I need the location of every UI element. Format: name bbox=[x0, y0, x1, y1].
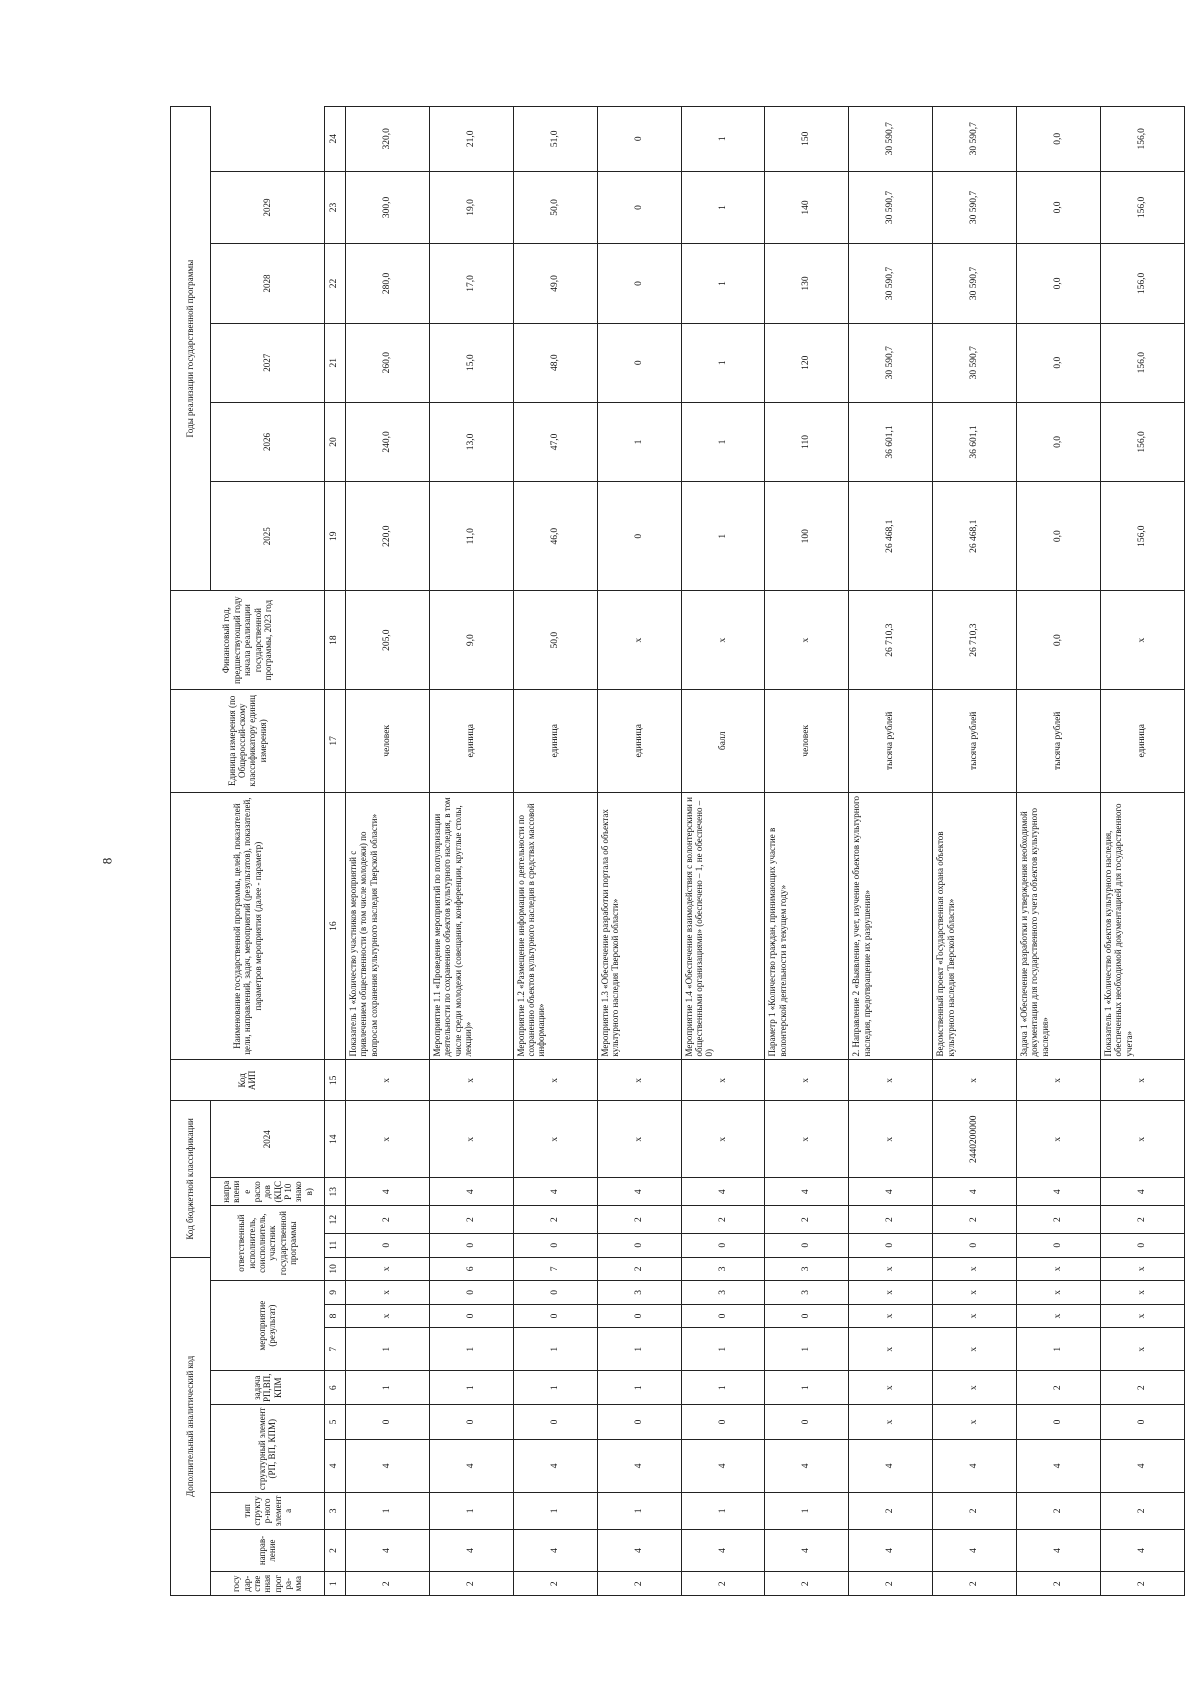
fin-year-cell: 9,0 bbox=[429, 591, 513, 690]
column-number: 2 bbox=[324, 1529, 345, 1572]
year-value-cell: 30 590,7 bbox=[849, 244, 933, 323]
code-cell: 4 bbox=[345, 1178, 429, 1206]
code-cell: 0 bbox=[1100, 1234, 1184, 1258]
year-value-cell: 1 bbox=[681, 171, 765, 244]
code-cell: 0 bbox=[765, 1234, 849, 1258]
header-structural-element: структурный элемент (РП, ВП, КПМ) bbox=[211, 1405, 325, 1493]
year-value-cell: 26 468,1 bbox=[849, 482, 933, 591]
year-value-cell: 30 590,7 bbox=[933, 323, 1017, 402]
code-cell: 4 bbox=[1017, 1439, 1101, 1493]
code-cell: 2 bbox=[1100, 1371, 1184, 1405]
column-number: 1 bbox=[324, 1572, 345, 1596]
code-cell: 2 bbox=[933, 1572, 1017, 1596]
kcsr-cell: х bbox=[1017, 1101, 1101, 1178]
code-cell: 0 bbox=[429, 1234, 513, 1258]
year-value-cell: 260,0 bbox=[345, 323, 429, 402]
code-cell: 2 bbox=[765, 1572, 849, 1596]
year-value-cell: 1 bbox=[681, 402, 765, 481]
page-number: 8 bbox=[99, 857, 115, 865]
code-cell: 1 bbox=[429, 1328, 513, 1371]
year-value-cell: 11,0 bbox=[429, 482, 513, 591]
code-cell: 4 bbox=[681, 1178, 765, 1206]
code-cell: 0 bbox=[345, 1405, 429, 1439]
code-cell: 3 bbox=[765, 1281, 849, 1305]
column-number: 11 bbox=[324, 1234, 345, 1258]
year-value-cell: 156,0 bbox=[1100, 323, 1184, 402]
code-cell: х bbox=[1017, 1281, 1101, 1305]
aip-cell: х bbox=[513, 1060, 597, 1101]
code-cell: 0 bbox=[597, 1304, 681, 1328]
year-value-cell: 19,0 bbox=[429, 171, 513, 244]
year-value-cell: 0 bbox=[597, 107, 681, 172]
header-group-analytic: Дополнительный аналитический код bbox=[171, 1257, 211, 1595]
header-year-2026: 2026 bbox=[211, 402, 325, 481]
unit-cell: тысяча рублей bbox=[933, 689, 1017, 792]
table-row bbox=[1017, 107, 1101, 1596]
column-number: 15 bbox=[324, 1060, 345, 1101]
code-cell: 4 bbox=[429, 1178, 513, 1206]
table-row bbox=[1100, 107, 1184, 1596]
code-cell: 7 bbox=[513, 1257, 597, 1281]
code-cell: 1 bbox=[345, 1493, 429, 1529]
fin-year-cell: х bbox=[1100, 591, 1184, 690]
code-cell: х bbox=[849, 1304, 933, 1328]
code-cell: 2 bbox=[849, 1572, 933, 1596]
header-expense-direction: направление расходов (КЦСР 10 знаков) bbox=[211, 1178, 325, 1206]
year-value-cell: 0 bbox=[597, 323, 681, 402]
column-number: 14 bbox=[324, 1101, 345, 1178]
code-cell: х bbox=[1100, 1304, 1184, 1328]
code-cell: 4 bbox=[849, 1178, 933, 1206]
header-year-2028: 2028 bbox=[211, 244, 325, 323]
code-cell: 1 bbox=[597, 1328, 681, 1371]
year-value-cell: 13,0 bbox=[429, 402, 513, 481]
year-value-cell: 120 bbox=[765, 323, 849, 402]
year-value-cell: 156,0 bbox=[1100, 107, 1184, 172]
table-row bbox=[933, 107, 1017, 1596]
code-cell: 0 bbox=[681, 1234, 765, 1258]
name-cell: Мероприятие 1.1 «Проведение мероприятий по популяризации деятельности по сохранению объектов культурного наследия, в том числе среди молодежи (совещания, конференции, круглые столы, лекции)» bbox=[429, 792, 513, 1060]
header-unit: Единица измерения (по Общероссий-скому классификатору единиц измерения) bbox=[171, 689, 325, 792]
code-cell: 0 bbox=[1100, 1405, 1184, 1439]
year-value-cell: 0 bbox=[597, 482, 681, 591]
header-year-2029: 2029 bbox=[211, 171, 325, 244]
year-value-cell: 0,0 bbox=[1017, 323, 1101, 402]
code-cell: 2 bbox=[1100, 1493, 1184, 1529]
code-cell: 4 bbox=[1100, 1178, 1184, 1206]
code-cell: 0 bbox=[681, 1405, 765, 1439]
code-cell: 4 bbox=[933, 1529, 1017, 1572]
code-cell: 0 bbox=[765, 1304, 849, 1328]
name-cell: Показатель 1 «Количество участников мероприятий с привлечением общественности (в том числе молодежи) по вопросам сохранения культурного наследия Тверской области» bbox=[345, 792, 429, 1060]
code-cell: 2 bbox=[681, 1572, 765, 1596]
year-value-cell: 156,0 bbox=[1100, 244, 1184, 323]
year-value-cell: 110 bbox=[765, 402, 849, 481]
year-value-cell: 1 bbox=[681, 244, 765, 323]
code-cell: х bbox=[345, 1281, 429, 1305]
code-cell: х bbox=[849, 1371, 933, 1405]
kcsr-cell: 2440200000 bbox=[933, 1101, 1017, 1178]
code-cell: 4 bbox=[429, 1529, 513, 1572]
code-cell: 2 bbox=[1017, 1371, 1101, 1405]
unit-cell: тысяча рублей bbox=[849, 689, 933, 792]
code-cell: х bbox=[1100, 1328, 1184, 1371]
year-value-cell: 156,0 bbox=[1100, 171, 1184, 244]
code-cell: 2 bbox=[933, 1206, 1017, 1234]
code-cell: 0 bbox=[429, 1304, 513, 1328]
year-value-cell: 30 590,7 bbox=[933, 107, 1017, 172]
fin-year-cell: 26 710,3 bbox=[933, 591, 1017, 690]
aip-cell: х bbox=[765, 1060, 849, 1101]
year-value-cell: 30 590,7 bbox=[849, 107, 933, 172]
column-number: 17 bbox=[324, 689, 345, 792]
unit-cell: единица bbox=[597, 689, 681, 792]
code-cell: 2 bbox=[429, 1572, 513, 1596]
code-cell: 2 bbox=[1100, 1206, 1184, 1234]
year-value-cell: 36 601,1 bbox=[849, 402, 933, 481]
year-value-cell: 1 bbox=[681, 482, 765, 591]
code-cell: 4 bbox=[597, 1178, 681, 1206]
code-cell: 4 bbox=[597, 1529, 681, 1572]
year-value-cell: 30 590,7 bbox=[933, 244, 1017, 323]
aip-cell: х bbox=[597, 1060, 681, 1101]
year-value-cell: 30 590,7 bbox=[933, 171, 1017, 244]
year-value-cell: 0,0 bbox=[1017, 244, 1101, 323]
year-value-cell: 0,0 bbox=[1017, 402, 1101, 481]
code-cell: 2 bbox=[849, 1493, 933, 1529]
column-number: 5 bbox=[324, 1405, 345, 1439]
fin-year-cell: х bbox=[597, 591, 681, 690]
aip-cell: х bbox=[1017, 1060, 1101, 1101]
name-cell: Задача 1 «Обеспечение разработки и утверждения необходимой документации для государственного учета объектов культурного наследия» bbox=[1017, 792, 1101, 1060]
column-number-row bbox=[324, 107, 345, 1596]
year-value-cell: 17,0 bbox=[429, 244, 513, 323]
fin-year-cell: 50,0 bbox=[513, 591, 597, 690]
column-number: 16 bbox=[324, 792, 345, 1060]
code-cell: 0 bbox=[429, 1281, 513, 1305]
code-cell: 0 bbox=[513, 1234, 597, 1258]
year-value-cell: 15,0 bbox=[429, 323, 513, 402]
code-cell: 1 bbox=[681, 1493, 765, 1529]
kcsr-cell: х bbox=[765, 1101, 849, 1178]
kcsr-cell: х bbox=[849, 1101, 933, 1178]
code-cell: 0 bbox=[681, 1304, 765, 1328]
year-value-cell: 220,0 bbox=[345, 482, 429, 591]
header-year-2025: 2025 bbox=[211, 482, 325, 591]
code-cell: 1 bbox=[345, 1328, 429, 1371]
code-cell: 0 bbox=[513, 1405, 597, 1439]
year-value-cell: 46,0 bbox=[513, 482, 597, 591]
unit-cell: единица bbox=[429, 689, 513, 792]
code-cell: 2 bbox=[345, 1572, 429, 1596]
code-cell: 2 bbox=[513, 1572, 597, 1596]
year-value-cell: 320,0 bbox=[345, 107, 429, 172]
aip-cell: х bbox=[1100, 1060, 1184, 1101]
name-cell: Показатель 1 «Количество объектов культурного наследия, обеспеченных необходимой документацией для государственного учета» bbox=[1100, 792, 1184, 1060]
unit-cell: балл bbox=[681, 689, 765, 792]
kcsr-cell: х bbox=[345, 1101, 429, 1178]
code-cell: 2 bbox=[849, 1206, 933, 1234]
code-cell: х bbox=[933, 1257, 1017, 1281]
year-value-cell: 1 bbox=[597, 402, 681, 481]
table-row bbox=[597, 107, 681, 1596]
year-value-cell: 0,0 bbox=[1017, 107, 1101, 172]
code-cell: х bbox=[849, 1257, 933, 1281]
code-cell: х bbox=[849, 1328, 933, 1371]
code-cell: 3 bbox=[765, 1257, 849, 1281]
code-cell: 2 bbox=[765, 1206, 849, 1234]
header-task: задача РП,ВП, КПМ bbox=[211, 1371, 325, 1405]
column-number: 9 bbox=[324, 1281, 345, 1305]
aip-cell: х bbox=[933, 1060, 1017, 1101]
header-group-budget: Код бюджетной классификации bbox=[171, 1101, 211, 1257]
code-cell: 4 bbox=[765, 1178, 849, 1206]
name-cell: Мероприятие 1.2 «Размещение информации о деятельности по сохранению объектов культурного наследия в средствах массовой информации» bbox=[513, 792, 597, 1060]
code-cell: 4 bbox=[597, 1439, 681, 1493]
header-element-type: тип структур-ного элемента bbox=[211, 1493, 325, 1529]
code-cell: 0 bbox=[765, 1405, 849, 1439]
header-executor: ответственный исполнитель, соисполнитель, участник государственной программы bbox=[211, 1206, 325, 1281]
code-cell: 0 bbox=[933, 1234, 1017, 1258]
code-cell: 2 bbox=[1100, 1572, 1184, 1596]
code-cell: 4 bbox=[1017, 1178, 1101, 1206]
table-row bbox=[681, 107, 765, 1596]
code-cell: х bbox=[1017, 1257, 1101, 1281]
code-cell: 1 bbox=[765, 1328, 849, 1371]
code-cell: 0 bbox=[429, 1405, 513, 1439]
code-cell: 4 bbox=[765, 1439, 849, 1493]
code-cell: 0 bbox=[849, 1234, 933, 1258]
code-cell: 2 bbox=[933, 1493, 1017, 1529]
year-value-cell: 240,0 bbox=[345, 402, 429, 481]
header-fin-year: Финансовый год, предшествующий году начала реализации государственной программы, 2023 год bbox=[171, 591, 325, 690]
code-cell: 0 bbox=[513, 1281, 597, 1305]
aip-cell: х bbox=[681, 1060, 765, 1101]
year-value-cell: 36 601,1 bbox=[933, 402, 1017, 481]
code-cell: х bbox=[933, 1371, 1017, 1405]
code-cell: 4 bbox=[513, 1178, 597, 1206]
year-value-cell: 150 bbox=[765, 107, 849, 172]
year-value-cell: 156,0 bbox=[1100, 482, 1184, 591]
name-cell: Мероприятие 1.3 «Обеспечение разработки портала об объектах культурного наследия Тверской области» bbox=[597, 792, 681, 1060]
year-value-cell: 300,0 bbox=[345, 171, 429, 244]
column-number: 18 bbox=[324, 591, 345, 690]
column-number: 10 bbox=[324, 1257, 345, 1281]
header-aip: Код АИП bbox=[171, 1060, 325, 1101]
year-value-cell: 0,0 bbox=[1017, 171, 1101, 244]
year-value-cell: 140 bbox=[765, 171, 849, 244]
name-cell: Ведомственный проект «Государственная охрана объектов культурного наследия Тверской области» bbox=[933, 792, 1017, 1060]
column-number: 13 bbox=[324, 1178, 345, 1206]
header-direction: направ-ление bbox=[211, 1529, 325, 1572]
column-number: 3 bbox=[324, 1493, 345, 1529]
kcsr-cell: х bbox=[429, 1101, 513, 1178]
year-value-cell: 1 bbox=[681, 323, 765, 402]
year-value-cell: 48,0 bbox=[513, 323, 597, 402]
code-cell: х bbox=[849, 1405, 933, 1439]
code-cell: 1 bbox=[597, 1371, 681, 1405]
code-cell: 4 bbox=[849, 1529, 933, 1572]
header-years-group: Годы реализации государственной программы bbox=[171, 107, 211, 591]
code-cell: 4 bbox=[429, 1439, 513, 1493]
code-cell: х bbox=[1100, 1281, 1184, 1305]
year-value-cell: 100 bbox=[765, 482, 849, 591]
code-cell: 2 bbox=[345, 1206, 429, 1234]
code-cell: х bbox=[933, 1304, 1017, 1328]
header-year-2024: 2024 bbox=[211, 1101, 325, 1178]
header-year-2027: 2027 bbox=[211, 323, 325, 402]
year-value-cell: 50,0 bbox=[513, 171, 597, 244]
rotated-page bbox=[170, 106, 1185, 1596]
code-cell: 4 bbox=[681, 1529, 765, 1572]
fin-year-cell: 0,0 bbox=[1017, 591, 1101, 690]
name-cell: Мероприятие 1.4 «Обеспечение взаимодействия с волонтерскими и общественными организациями» (обеспечено – 1, не обеспечено – 0) bbox=[681, 792, 765, 1060]
year-value-cell: 156,0 bbox=[1100, 402, 1184, 481]
fin-year-cell: х bbox=[681, 591, 765, 690]
table-row bbox=[513, 107, 597, 1596]
fin-year-cell: х bbox=[765, 591, 849, 690]
code-cell: 1 bbox=[513, 1493, 597, 1529]
code-cell: 4 bbox=[1017, 1529, 1101, 1572]
code-cell: 1 bbox=[681, 1328, 765, 1371]
code-cell: 3 bbox=[681, 1257, 765, 1281]
year-value-cell: 49,0 bbox=[513, 244, 597, 323]
code-cell: 4 bbox=[345, 1439, 429, 1493]
code-cell: х bbox=[849, 1281, 933, 1305]
unit-cell: единица bbox=[513, 689, 597, 792]
aip-cell: х bbox=[849, 1060, 933, 1101]
code-cell: 3 bbox=[681, 1281, 765, 1305]
kcsr-cell: х bbox=[597, 1101, 681, 1178]
column-number: 19 bbox=[324, 482, 345, 591]
column-number: 20 bbox=[324, 402, 345, 481]
fin-year-cell: 26 710,3 bbox=[849, 591, 933, 690]
code-cell: 2 bbox=[597, 1206, 681, 1234]
unit-cell: единица bbox=[1100, 689, 1184, 792]
code-cell: 1 bbox=[765, 1371, 849, 1405]
aip-cell: х bbox=[345, 1060, 429, 1101]
year-value-cell: 280,0 bbox=[345, 244, 429, 323]
code-cell: 0 bbox=[597, 1234, 681, 1258]
code-cell: 6 bbox=[429, 1257, 513, 1281]
code-cell: 1 bbox=[681, 1371, 765, 1405]
code-cell: 1 bbox=[345, 1371, 429, 1405]
year-value-cell: 47,0 bbox=[513, 402, 597, 481]
unit-cell: человек bbox=[765, 689, 849, 792]
program-table bbox=[170, 106, 1185, 1596]
code-cell: х bbox=[345, 1304, 429, 1328]
table-row bbox=[849, 107, 933, 1596]
column-number: 21 bbox=[324, 323, 345, 402]
code-cell: х bbox=[933, 1328, 1017, 1371]
code-cell: 4 bbox=[513, 1529, 597, 1572]
fin-year-cell: 205,0 bbox=[345, 591, 429, 690]
code-cell: 0 bbox=[597, 1405, 681, 1439]
year-value-cell: 26 468,1 bbox=[933, 482, 1017, 591]
name-cell: Параметр 1 «Количество граждан, принимающих участие в волонтерской деятельности в текущем году» bbox=[765, 792, 849, 1060]
year-value-cell: 51,0 bbox=[513, 107, 597, 172]
code-cell: 2 bbox=[429, 1206, 513, 1234]
code-cell: 4 bbox=[345, 1529, 429, 1572]
code-cell: 2 bbox=[1017, 1572, 1101, 1596]
column-number: 4 bbox=[324, 1439, 345, 1493]
year-value-cell: 0 bbox=[597, 244, 681, 323]
header-measure: мероприятие (результат) bbox=[211, 1281, 325, 1371]
code-cell: х bbox=[1100, 1257, 1184, 1281]
code-cell: 1 bbox=[513, 1371, 597, 1405]
code-cell: 4 bbox=[933, 1178, 1017, 1206]
code-cell: 4 bbox=[765, 1529, 849, 1572]
code-cell: 4 bbox=[681, 1439, 765, 1493]
column-number: 6 bbox=[324, 1371, 345, 1405]
year-value-cell: 130 bbox=[765, 244, 849, 323]
code-cell: 4 bbox=[1100, 1439, 1184, 1493]
code-cell: 2 bbox=[513, 1206, 597, 1234]
code-cell: 4 bbox=[1100, 1529, 1184, 1572]
column-number: 12 bbox=[324, 1206, 345, 1234]
table-row bbox=[345, 107, 429, 1596]
column-number: 7 bbox=[324, 1328, 345, 1371]
year-value-cell: 30 590,7 bbox=[849, 171, 933, 244]
column-number: 8 bbox=[324, 1304, 345, 1328]
code-cell: 1 bbox=[597, 1493, 681, 1529]
header-gov-program: государ-ственная програ-мма bbox=[211, 1572, 325, 1596]
column-number: 23 bbox=[324, 171, 345, 244]
code-cell: 0 bbox=[513, 1304, 597, 1328]
code-cell: 1 bbox=[765, 1493, 849, 1529]
code-cell: 0 bbox=[1017, 1234, 1101, 1258]
code-cell: х bbox=[1017, 1304, 1101, 1328]
code-cell: х bbox=[933, 1281, 1017, 1305]
code-cell: 2 bbox=[1017, 1206, 1101, 1234]
code-cell: 1 bbox=[429, 1493, 513, 1529]
code-cell: 1 bbox=[429, 1371, 513, 1405]
unit-cell: тысяча рублей bbox=[1017, 689, 1101, 792]
column-number: 24 bbox=[324, 107, 345, 172]
year-value-cell: 30 590,7 bbox=[849, 323, 933, 402]
aip-cell: х bbox=[429, 1060, 513, 1101]
code-cell: 4 bbox=[933, 1439, 1017, 1493]
code-cell: 1 bbox=[1017, 1328, 1101, 1371]
code-cell: 2 bbox=[597, 1572, 681, 1596]
kcsr-cell: х bbox=[513, 1101, 597, 1178]
table-row bbox=[429, 107, 513, 1596]
code-cell: х bbox=[933, 1405, 1017, 1439]
column-number: 22 bbox=[324, 244, 345, 323]
code-cell: 0 bbox=[1017, 1405, 1101, 1439]
year-value-cell: 21,0 bbox=[429, 107, 513, 172]
code-cell: 2 bbox=[597, 1257, 681, 1281]
code-cell: 3 bbox=[597, 1281, 681, 1305]
code-cell: 2 bbox=[681, 1206, 765, 1234]
kcsr-cell: х bbox=[681, 1101, 765, 1178]
code-cell: 1 bbox=[513, 1328, 597, 1371]
kcsr-cell: х bbox=[1100, 1101, 1184, 1178]
code-cell: 4 bbox=[513, 1439, 597, 1493]
table-row bbox=[765, 107, 849, 1596]
year-value-cell: 0,0 bbox=[1017, 482, 1101, 591]
code-cell: 0 bbox=[345, 1234, 429, 1258]
header-name: Наименование государственной программы, целей, показателей цели, направлений, задач, мероприятий (результатов), показателей, параметров мероприятия (далее - параметр) bbox=[171, 792, 325, 1060]
year-value-cell: 0 bbox=[597, 171, 681, 244]
code-cell: х bbox=[345, 1257, 429, 1281]
code-cell: 4 bbox=[849, 1439, 933, 1493]
name-cell: 2. Направление 2 «Выявление, учет, изучение объектов культурного наследия, предотвращение их разрушения» bbox=[849, 792, 933, 1060]
unit-cell: человек bbox=[345, 689, 429, 792]
code-cell: 2 bbox=[1017, 1493, 1101, 1529]
year-value-cell: 1 bbox=[681, 107, 765, 172]
